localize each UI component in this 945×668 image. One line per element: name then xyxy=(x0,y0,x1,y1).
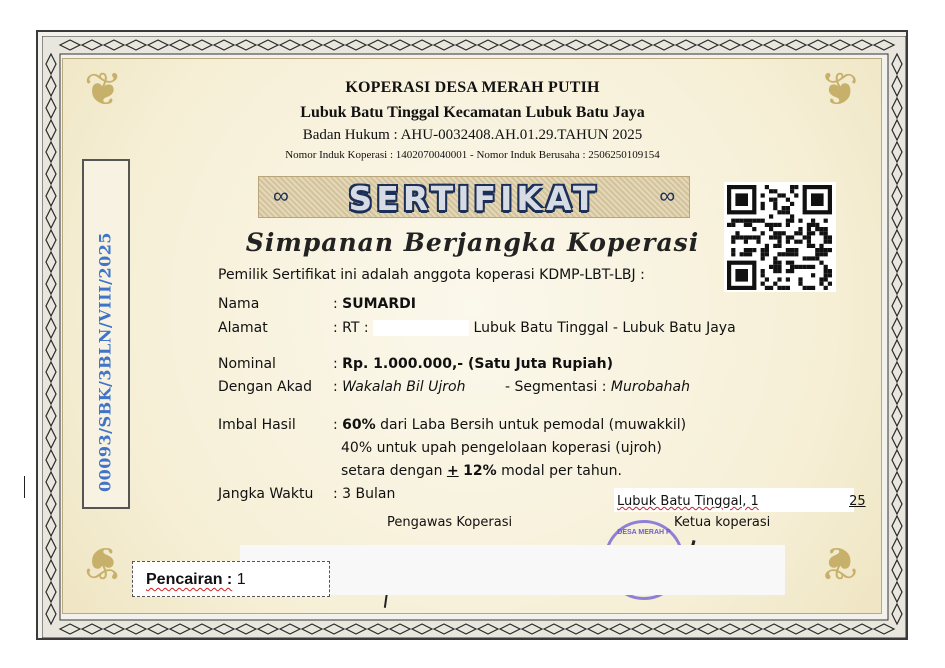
plus-minus: + xyxy=(446,463,459,479)
registration-numbers: Nomor Induk Koperasi : 1402070040001 - Nomor Induk Berusaha : 2506250109154 xyxy=(285,149,660,161)
imbal-line-3-pre: setara dengan xyxy=(341,463,443,479)
corner-ornament-bottom-left: ❦ xyxy=(84,536,123,590)
segmentasi-label: - Segmentasi : xyxy=(505,379,607,395)
akad-label: Dengan Akad xyxy=(218,379,312,395)
ketua-label: Ketua koperasi xyxy=(674,515,771,530)
serial-number: 00093/SBK/3BLN/VIII/2025 xyxy=(95,232,115,492)
pencairan-label: Pencairan : xyxy=(146,571,233,588)
pencairan-value: 1 xyxy=(236,571,246,588)
colon: : xyxy=(333,417,338,433)
imbal-label: Imbal Hasil xyxy=(218,417,296,433)
qr-code xyxy=(724,182,836,292)
redacted-date xyxy=(763,495,845,509)
nama-row xyxy=(333,296,416,312)
jangka-label: Jangka Waktu xyxy=(218,486,314,502)
nominal-value: Rp. 1.000.000,- (Satu Juta Rupiah) xyxy=(342,356,614,372)
nama-value: SUMARDI xyxy=(342,296,416,312)
stamp-text: DESA MERAH P xyxy=(617,529,671,536)
colon: : xyxy=(333,379,338,395)
akad-row xyxy=(333,379,465,395)
pencairan xyxy=(146,571,246,589)
legal-entity: Badan Hukum : AHU-0032408.AH.01.29.TAHUN 2025 xyxy=(302,127,643,143)
corner-ornament-bottom-right: ❦ xyxy=(820,536,859,590)
colon: : xyxy=(333,356,338,372)
corner-ornament-top-right: ❦ xyxy=(820,62,859,116)
ornament-right-icon: ∞ xyxy=(659,183,675,208)
imbal-percent: 60% xyxy=(342,417,376,433)
imbal-line-3 xyxy=(341,463,622,479)
imbal-rate: 12% xyxy=(463,463,497,479)
sign-year: 25 xyxy=(849,494,866,509)
corner-ornament-top-left: ❦ xyxy=(84,62,123,116)
jangka-value: 3 Bulan xyxy=(342,486,396,502)
imbal-line-1 xyxy=(333,417,686,433)
akad-value: Wakalah Bil Ujroh xyxy=(342,379,466,395)
imbal-line-2: 40% untuk upah pengelolaan koperasi (ujroh) xyxy=(341,440,662,456)
title-banner xyxy=(258,176,690,218)
pengawas-label: Pengawas Koperasi xyxy=(387,515,513,530)
redacted-rt xyxy=(373,320,469,336)
alamat-value: Lubuk Batu Tinggal - Lubuk Batu Jaya xyxy=(473,320,736,336)
imbal-line-3-post: modal per tahun. xyxy=(501,463,622,479)
segmentasi-row xyxy=(505,379,690,395)
nama-label: Nama xyxy=(218,296,260,312)
colon: : xyxy=(333,296,338,312)
nominal-label: Nominal xyxy=(218,356,276,372)
sign-date xyxy=(617,494,866,509)
colon: : xyxy=(333,320,338,336)
qr-code-image xyxy=(724,182,836,292)
certificate-subtitle: Simpanan Berjangka Koperasi xyxy=(245,228,700,257)
ornament-left-icon: ∞ xyxy=(273,183,289,208)
org-name: KOPERASI DESA MERAH PUTIH xyxy=(345,79,600,96)
org-location: Lubuk Batu Tinggal Kecamatan Lubuk Batu Jaya xyxy=(300,104,645,121)
alamat-row xyxy=(333,320,736,336)
intro-text: Pemilik Sertifikat ini adalah anggota koperasi KDMP-LBT-LBJ : xyxy=(218,267,645,283)
segmentasi-value: Murobahah xyxy=(610,379,690,395)
imbal-line-1-text: dari Laba Bersih untuk pemodal (muwakkil) xyxy=(380,417,687,433)
sign-place: Lubuk Batu Tinggal, 1 xyxy=(617,494,759,509)
alamat-label: Alamat xyxy=(218,320,268,336)
jangka-row xyxy=(333,486,395,502)
nominal-row xyxy=(333,356,613,372)
alamat-prefix: RT : xyxy=(342,320,369,336)
colon: : xyxy=(333,486,338,502)
certificate-title: SERTIFIKAT xyxy=(348,179,600,218)
text-cursor xyxy=(24,476,25,498)
